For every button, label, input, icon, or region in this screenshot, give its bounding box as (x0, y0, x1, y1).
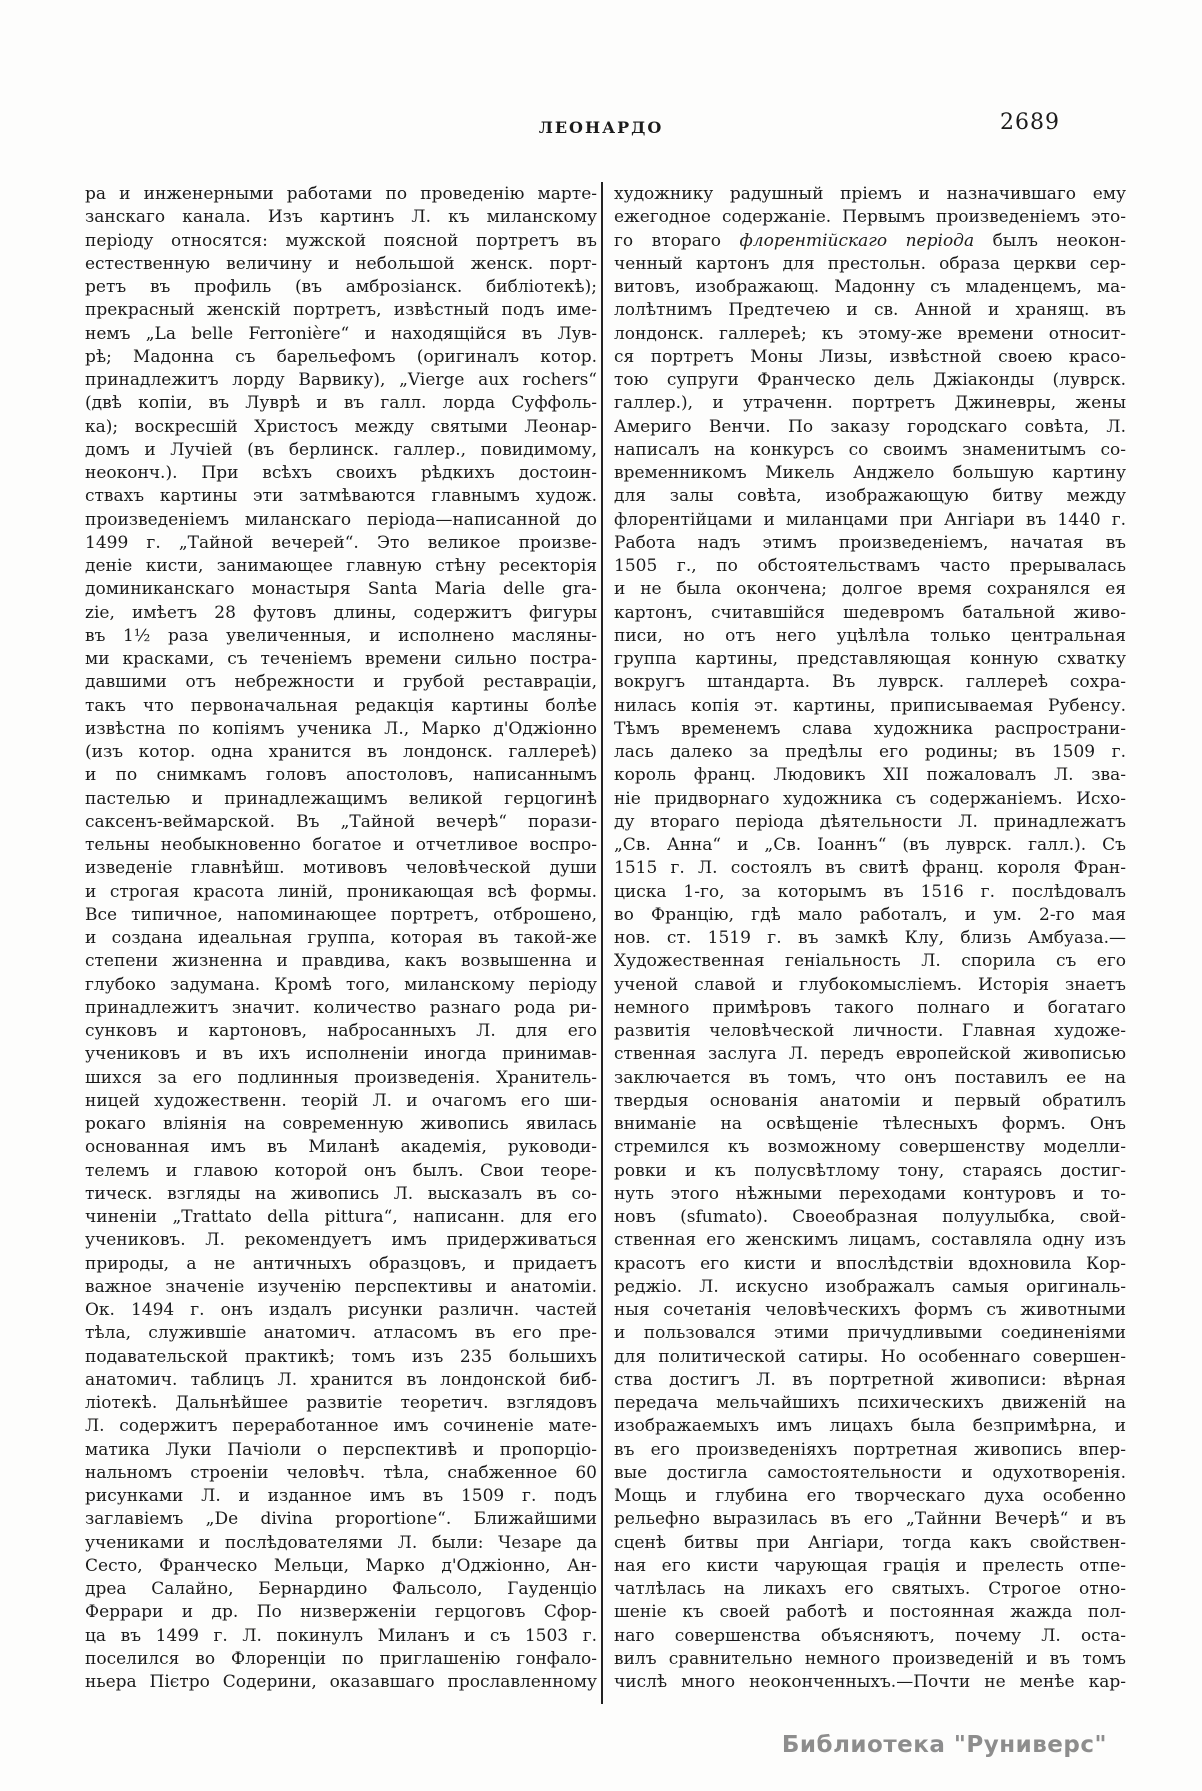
text-line: извѣстна по копіямъ ученика Л., Марко д'Оджіонно (85, 718, 597, 739)
text-line: прекрасный женскій портретъ, извѣстный подъ име- (85, 300, 597, 321)
text-line: ми красками, съ теченіемъ времени сильно постра- (85, 649, 597, 669)
text-line: такъ что первоначальная редакція картины болѣе (85, 695, 597, 716)
library-watermark: Библиотека "Руниверс" (781, 1732, 1107, 1758)
text-line: лондонск. галлереѣ; къ этому-же времени относит- (614, 323, 1126, 344)
text-line: подавательской практикѣ; томъ изъ 235 большихъ (85, 1346, 597, 1367)
text-line: циска 1-го, за которымъ въ 1516 г. послѣдовалъ (614, 881, 1126, 902)
text-line: нилась копія эт. картины, приписываемая Рубенсу. (614, 695, 1126, 716)
text-line: „Св. Анна“ и „Св. Іоаннъ“ (въ луврск. галл.). Съ (614, 835, 1126, 855)
text-line: ду втораго періода дѣятельности Л. принадлежатъ (614, 811, 1126, 832)
text-line: 1505 г., по обстоятельствамъ часто прерывалась (614, 556, 1126, 576)
text-line: рисунками Л. и изданное имъ въ 1509 г. подъ (85, 1486, 597, 1506)
text-line: группа картины, представляющая конную схватку (614, 649, 1126, 669)
text-line: основанная имъ въ Миланѣ академія, руководи- (85, 1137, 597, 1158)
text-line: пастелью и принадлежащимъ великой герцогинѣ (85, 788, 597, 809)
text-line: шихся за его подлинныя произведенія. Хранитель- (85, 1067, 597, 1088)
text-line: ученой славой и глубокомысліемъ. Исторія знаетъ (614, 974, 1126, 995)
text-line: картонъ, считавшійся шедевромъ батальной живо- (614, 602, 1126, 623)
text-line: принадлежитъ значит. количество разнаго рода ри- (85, 997, 597, 1018)
text-line: произведеніемъ миланскаго періода—написанной до (85, 509, 597, 530)
text-line: Феррари и др. По низверженіи герцоговъ Сфор- (85, 1602, 597, 1623)
text-line: ныя сочетанія человѣческихъ формъ съ животными (614, 1300, 1126, 1320)
text-line: Ок. 1494 г. онъ издалъ рисунки различн. частей (85, 1300, 597, 1320)
text-line: вилъ сравнительно немного произведеній и въ томъ (614, 1648, 1126, 1669)
text-line: лась далеко за предѣлы его родины; въ 1509 г. (614, 742, 1126, 762)
text-line: временникомъ Микель Анджело большую картину (614, 463, 1126, 483)
text-line: немъ „La belle Ferronière“ и находящійся въ Лув- (85, 323, 597, 344)
text-line: ства достигъ Л. въ портретной живописи: вѣрная (614, 1369, 1126, 1390)
text-line: въ его произведеніяхъ портретная живопись впер- (614, 1439, 1126, 1460)
text-line: и строгая красота линій, проникающая всѣ формы. (85, 881, 597, 902)
text-line: стремился къ возможному совершенству моделли- (614, 1137, 1126, 1158)
text-line: вокругъ штандарта. Въ луврск. галлереѣ сохра- (614, 672, 1126, 693)
text-line: шеніе къ своей работѣ и постоянная жажда пол- (614, 1602, 1126, 1623)
text-line: деніе кисти, занимающее главную стѣну ресекторія (85, 556, 597, 576)
text-line: (двѣ копіи, въ Луврѣ и въ галл. лорда Суффоль- (85, 393, 597, 414)
text-line: телемъ и главою которой онъ былъ. Свои теоре- (85, 1160, 597, 1181)
text-line: неоконч.). При всѣхъ своихъ рѣдкихъ достоин- (85, 463, 597, 483)
text-line: zie, имѣетъ 28 футовъ длины, содержитъ фигуры (85, 602, 597, 623)
text-line: красотъ его кисти и впослѣдствіи вдохновила Кор- (614, 1253, 1126, 1274)
text-line: наго совершенства объясняютъ, почему Л. оста- (614, 1625, 1126, 1646)
text-line: Тѣмъ временемъ слава художника распространи- (614, 718, 1126, 739)
text-line: во Францію, гдѣ мало работалъ, и ум. 2-го мая (614, 904, 1126, 925)
text-line: вые достигла самостоятельности и одухотворенія. (614, 1462, 1126, 1483)
text-line: заключается въ томъ, что онъ поставилъ ее на (614, 1067, 1126, 1088)
text-line: саксенъ-веймарской. Въ „Тайной вечерѣ“ порази- (85, 811, 597, 832)
text-line: рѣ; Мадонна съ барельефомъ (оригиналъ котор. (85, 346, 597, 367)
text-line: лолѣтнимъ Предтечею и св. Анной и хранящ. въ (614, 300, 1126, 321)
text-line: написалъ на конкурсъ со своимъ знаменитымъ со- (614, 439, 1126, 460)
text-line: ніе придворнаго художника съ содержаніемъ. Исхо- (614, 788, 1126, 809)
text-column-left (85, 183, 597, 1694)
text-line: ствахъ картины эти затмѣваются главнымъ худож. (85, 486, 597, 507)
text-line: нальномъ строеніи человѣч. тѣла, снабженное 60 (85, 1462, 597, 1483)
text-line: принадлежитъ лорду Варвику), „Vierge aux rochers“ (85, 370, 597, 390)
text-line: сценѣ битвы при Ангіари, тогда какъ свойствен- (614, 1532, 1126, 1553)
text-line: для залы совѣта, изображающую битву между (614, 486, 1126, 507)
text-line: 1515 г. Л. состоялъ въ свитѣ франц. короля Фран- (614, 858, 1126, 879)
text-line: реджіо. Л. искусно изображалъ самыя оригиналь- (614, 1276, 1126, 1297)
text-line: періоду относятся: мужской поясной портретъ въ (85, 230, 597, 251)
text-line: 1499 г. „Тайной вечерей“. Это великое произве- (85, 532, 597, 553)
text-line: Сесто, Франческо Мельци, Марко д'Оджіонно, Ан- (85, 1555, 597, 1576)
text-line: Все типичное, напоминающее портретъ, отброшено, (85, 904, 597, 925)
text-line: галлер.), и утраченн. портретъ Джиневры, жены (614, 393, 1126, 414)
text-line: заглавіемъ „De divina proportione“. Ближайшими (85, 1509, 597, 1530)
text-line: и не была окончена; долгое время сохранялся ея (614, 579, 1126, 600)
text-line: для политической сатиры. Но особеннаго совершен- (614, 1346, 1126, 1367)
column-divider-rule (601, 182, 603, 1704)
text-line: изведеніе главнѣйш. мотивовъ человѣческой души (85, 858, 597, 879)
text-line: ліотекѣ. Дальнѣйшее развитіе теоретич. взглядовъ (85, 1393, 597, 1413)
text-line: ежегодное содержаніе. Первымъ произведеніемъ это- (614, 207, 1126, 228)
text-line: ся портретъ Моны Лизы, извѣстной своею красо- (614, 346, 1126, 367)
text-line: давшими отъ небрежности и грубой реставраціи, (85, 672, 597, 693)
text-line: твердыя основанія анатоміи и первый обратилъ (614, 1090, 1126, 1111)
text-line: нов. ст. 1519 г. въ замкѣ Клу, близь Амбуаза.— (614, 928, 1126, 948)
text-line: и пользовался этими причудливыми соединеніями (614, 1323, 1126, 1344)
text-line: числѣ много неоконченныхъ.—Почти не менѣе кар- (614, 1672, 1126, 1692)
text-line: и создана идеальная группа, которая въ такой-же (85, 928, 597, 948)
text-line: ца въ 1499 г. Л. покинулъ Миланъ и съ 1503 г. (85, 1625, 597, 1646)
text-line: передача мельчайшихъ психическихъ движеній на (614, 1393, 1126, 1413)
text-line: сунковъ и картоновъ, набросанныхъ Л. для его (85, 1021, 597, 1041)
text-line: ницей художественн. теорій Л. и очагомъ его ши- (85, 1090, 597, 1111)
text-line: анатомич. таблицъ Л. хранится въ лондонской биб- (85, 1369, 597, 1390)
text-line: новъ (sfumato). Своеобразная полуулыбка, свой- (614, 1207, 1126, 1227)
text-line: Америго Венчи. По заказу городскаго совѣта, Л. (614, 416, 1126, 437)
text-line: развитія человѣческой личности. Главная художе- (614, 1021, 1126, 1041)
text-line: ретъ въ профиль (въ амброзіанск. библіотекѣ); (85, 277, 597, 297)
text-line: рокаго вліянія на современную живопись явилась (85, 1114, 597, 1134)
text-line: дреа Салайно, Бернардино Фальсоло, Гауденціо (85, 1579, 597, 1599)
text-line: и по снимкамъ головъ апостоловъ, написаннымъ (85, 765, 597, 786)
page-number: 2689 (1000, 110, 1060, 135)
text-line: немного примѣровъ такого полнаго и богатаго (614, 997, 1126, 1018)
text-line: ственная его женскимъ лицамъ, составляла одну изъ (614, 1230, 1126, 1251)
text-line: го втораго флорентійскаго періода былъ неокон- (614, 230, 1126, 251)
text-line: ственная заслуга Л. передъ европейской живописью (614, 1044, 1126, 1065)
text-line: тѣла, служившіе анатомич. атласомъ въ его пре- (85, 1323, 597, 1344)
text-line: (изъ котор. одна хранится въ лондонск. галлереѣ) (85, 742, 597, 762)
text-line: Работа надъ этимъ произведеніемъ, начатая въ (614, 532, 1126, 553)
text-line: витовъ, изображающ. Мадонну съ младенцемъ, ма- (614, 277, 1126, 297)
text-line: учениковъ. Л. рекомендуетъ имъ придерживаться (85, 1230, 597, 1251)
text-line: чиненіи „Trattato della pittura“, написанн. для его (85, 1207, 597, 1227)
text-line: тельны необыкновенно богатое и отчетливое воспро- (85, 835, 597, 855)
text-line: ка); воскресшій Христосъ между святыми Леонар- (85, 416, 597, 437)
text-line: ровки и къ полусвѣтлому тону, стараясь достиг- (614, 1160, 1126, 1181)
text-line: тическ. взгляды на живопись Л. высказалъ въ со- (85, 1183, 597, 1204)
text-line: вниманіе на освѣщеніе тѣлесныхъ формъ. Онъ (614, 1114, 1126, 1134)
text-line: ная его кисти чарующая грація и прелесть отпе- (614, 1555, 1126, 1576)
text-line: ра и инженерными работами по проведенію марте- (85, 184, 597, 204)
text-column-right (614, 183, 1126, 1694)
text-line: занскаго канала. Изъ картинъ Л. къ миланскому (85, 207, 597, 228)
text-line: матика Луки Пачіоли о перспективѣ и пропорціо- (85, 1439, 597, 1460)
text-line: природы, а не античныхъ образцовъ, и придаетъ (85, 1253, 597, 1274)
text-line: ченный картонъ для престольн. образа церкви сер- (614, 253, 1126, 274)
text-line: глубоко задумана. Кромѣ того, миланскому періоду (85, 974, 597, 995)
text-line: естественную величину и небольшой женск. порт- (85, 253, 597, 274)
text-line: доминиканскаго монастыря Santa Maria delle gra- (85, 579, 597, 600)
text-line: учениковъ и въ ихъ исполненіи иногда принимав- (85, 1044, 597, 1065)
text-line: степени жизненна и правдива, какъ возвышенна и (85, 951, 597, 972)
text-line: чатлѣлась на ликахъ его святыхъ. Строгое отно- (614, 1579, 1126, 1599)
running-head-title: ЛЕОНАРДО (538, 118, 664, 137)
text-line: Л. содержитъ переработанное имъ сочиненіе мате- (85, 1416, 597, 1437)
text-line: флорентійцами и миланцами при Ангіари въ 1440 г. (614, 509, 1126, 530)
text-line: рельефно выразилась въ его „Тайнни Вечерѣ“ и въ (614, 1509, 1126, 1530)
text-line: поселился во Флоренціи по приглашенію гонфало- (85, 1648, 597, 1669)
text-line: изображаемыхъ имъ лицахъ была безпримѣрна, и (614, 1416, 1126, 1437)
text-line: домъ и Лучіей (въ берлинск. галлер., повидимому, (85, 439, 597, 460)
text-line: писи, но отъ него уцѣлѣла только центральная (614, 625, 1126, 646)
text-line: Мощь и глубина его творческаго духа особенно (614, 1486, 1126, 1506)
text-line: учениками и послѣдователями Л. были: Чезаре да (85, 1532, 597, 1553)
text-line: въ 1½ раза увеличенныя, и исполнено масляны- (85, 625, 597, 646)
text-line: тою супруги Франческо дель Джіаконды (луврск. (614, 370, 1126, 390)
text-line: король франц. Людовикъ XII пожаловалъ Л. зва- (614, 765, 1126, 786)
text-line: важное значеніе изученію перспективы и анатоміи. (85, 1276, 597, 1297)
text-line: ньера Пієтро Содерини, оказавшаго прославленному (85, 1672, 597, 1692)
text-line: Художественная геніальность Л. спорила съ его (614, 951, 1126, 972)
text-line: художнику радушный пріемъ и назначившаго ему (614, 184, 1126, 204)
text-line: нуть этого нѣжными переходами контуровъ и то- (614, 1183, 1126, 1204)
